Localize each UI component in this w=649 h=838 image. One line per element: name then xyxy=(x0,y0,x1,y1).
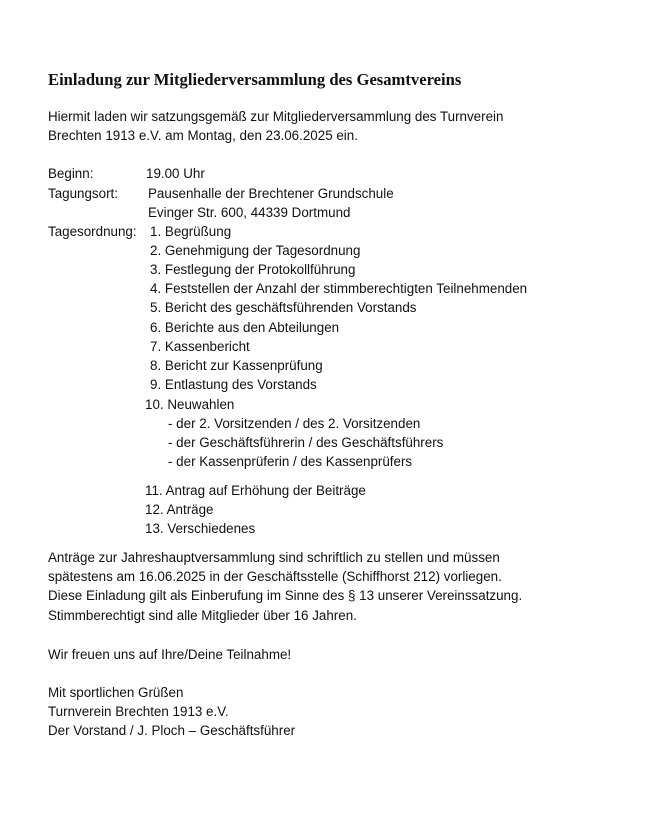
antraege-paragraph xyxy=(48,548,522,625)
tagungsort-line: Evinger Str. 600, 44339 Dortmund xyxy=(148,205,351,220)
antraege-line: Anträge zur Jahreshauptversammlung sind schriftlich zu stellen und müssen xyxy=(48,550,500,565)
agenda-item: 5. Bericht des geschäftsführenden Vorstands xyxy=(150,300,417,315)
closing-line: Wir freuen uns auf Ihre/Deine Teilnahme! xyxy=(48,647,292,662)
agenda-item: 7. Kassenbericht xyxy=(150,339,250,354)
tagungsort-label: Tagungsort: xyxy=(48,186,118,201)
agenda-item: 8. Bericht zur Kassenprüfung xyxy=(150,358,323,373)
tagungsort-line: Pausenhalle der Brechtener Grundschule xyxy=(148,186,394,201)
signature-line: Turnverein Brechten 1913 e.V. xyxy=(48,704,229,720)
signature-line: Mit sportlichen Grüßen xyxy=(48,685,184,700)
antraege-line: Stimmberechtigt sind alle Mitglieder über 16 Jahren. xyxy=(48,607,357,623)
beginn-value: 19.00 Uhr xyxy=(146,166,205,181)
antraege-line: spätestens am 16.06.2025 in der Geschäftsstelle (Schiffhorst 212) vorliegen. xyxy=(48,569,502,585)
agenda-item: 11. Antrag auf Erhöhung der Beiträge xyxy=(145,483,366,498)
signature-line: Der Vorstand / J. Ploch – Geschäftsführer xyxy=(48,723,296,739)
neuwahlen-subitem: - der Geschäftsführerin / des Geschäftsführers xyxy=(168,435,444,450)
agenda-item: 4. Feststellen der Anzahl der stimmberechtigten Teilnehmenden xyxy=(150,281,528,296)
agenda-item: 12. Anträge xyxy=(145,502,214,517)
tagesordnung-label: Tagesordnung: xyxy=(48,224,137,239)
agenda-item: 13. Verschiedenes xyxy=(145,521,256,536)
agenda-item: 3. Festlegung der Protokollführung xyxy=(150,262,356,277)
intro-line: Hiermit laden wir satzungsgemäß zur Mitgliederversammlung des Turnverein xyxy=(48,109,504,124)
signature-block xyxy=(48,683,295,741)
intro-line: Brechten 1913 e.V. am Montag, den 23.06.2025 ein. xyxy=(48,128,358,144)
beginn-label: Beginn: xyxy=(48,166,94,181)
agenda-item: 2. Genehmigung der Tagesordnung xyxy=(150,243,361,258)
agenda-item: 10. Neuwahlen xyxy=(145,397,235,412)
agenda-item: 1. Begrüßung xyxy=(150,224,232,239)
intro-paragraph xyxy=(48,107,503,145)
agenda-item: 9. Entlastung des Vorstands xyxy=(150,377,317,392)
agenda-item: 6. Berichte aus den Abteilungen xyxy=(150,320,340,335)
neuwahlen-subitem: - der Kassenprüferin / des Kassenprüfers xyxy=(168,454,413,469)
antraege-line: Diese Einladung gilt als Einberufung im Sinne des § 13 unserer Vereinssatzung. xyxy=(48,588,523,604)
document-title: Einladung zur Mitgliederversammlung des Gesamtvereins xyxy=(48,70,462,89)
neuwahlen-subitem: - der 2. Vorsitzenden / des 2. Vorsitzenden xyxy=(168,416,421,431)
